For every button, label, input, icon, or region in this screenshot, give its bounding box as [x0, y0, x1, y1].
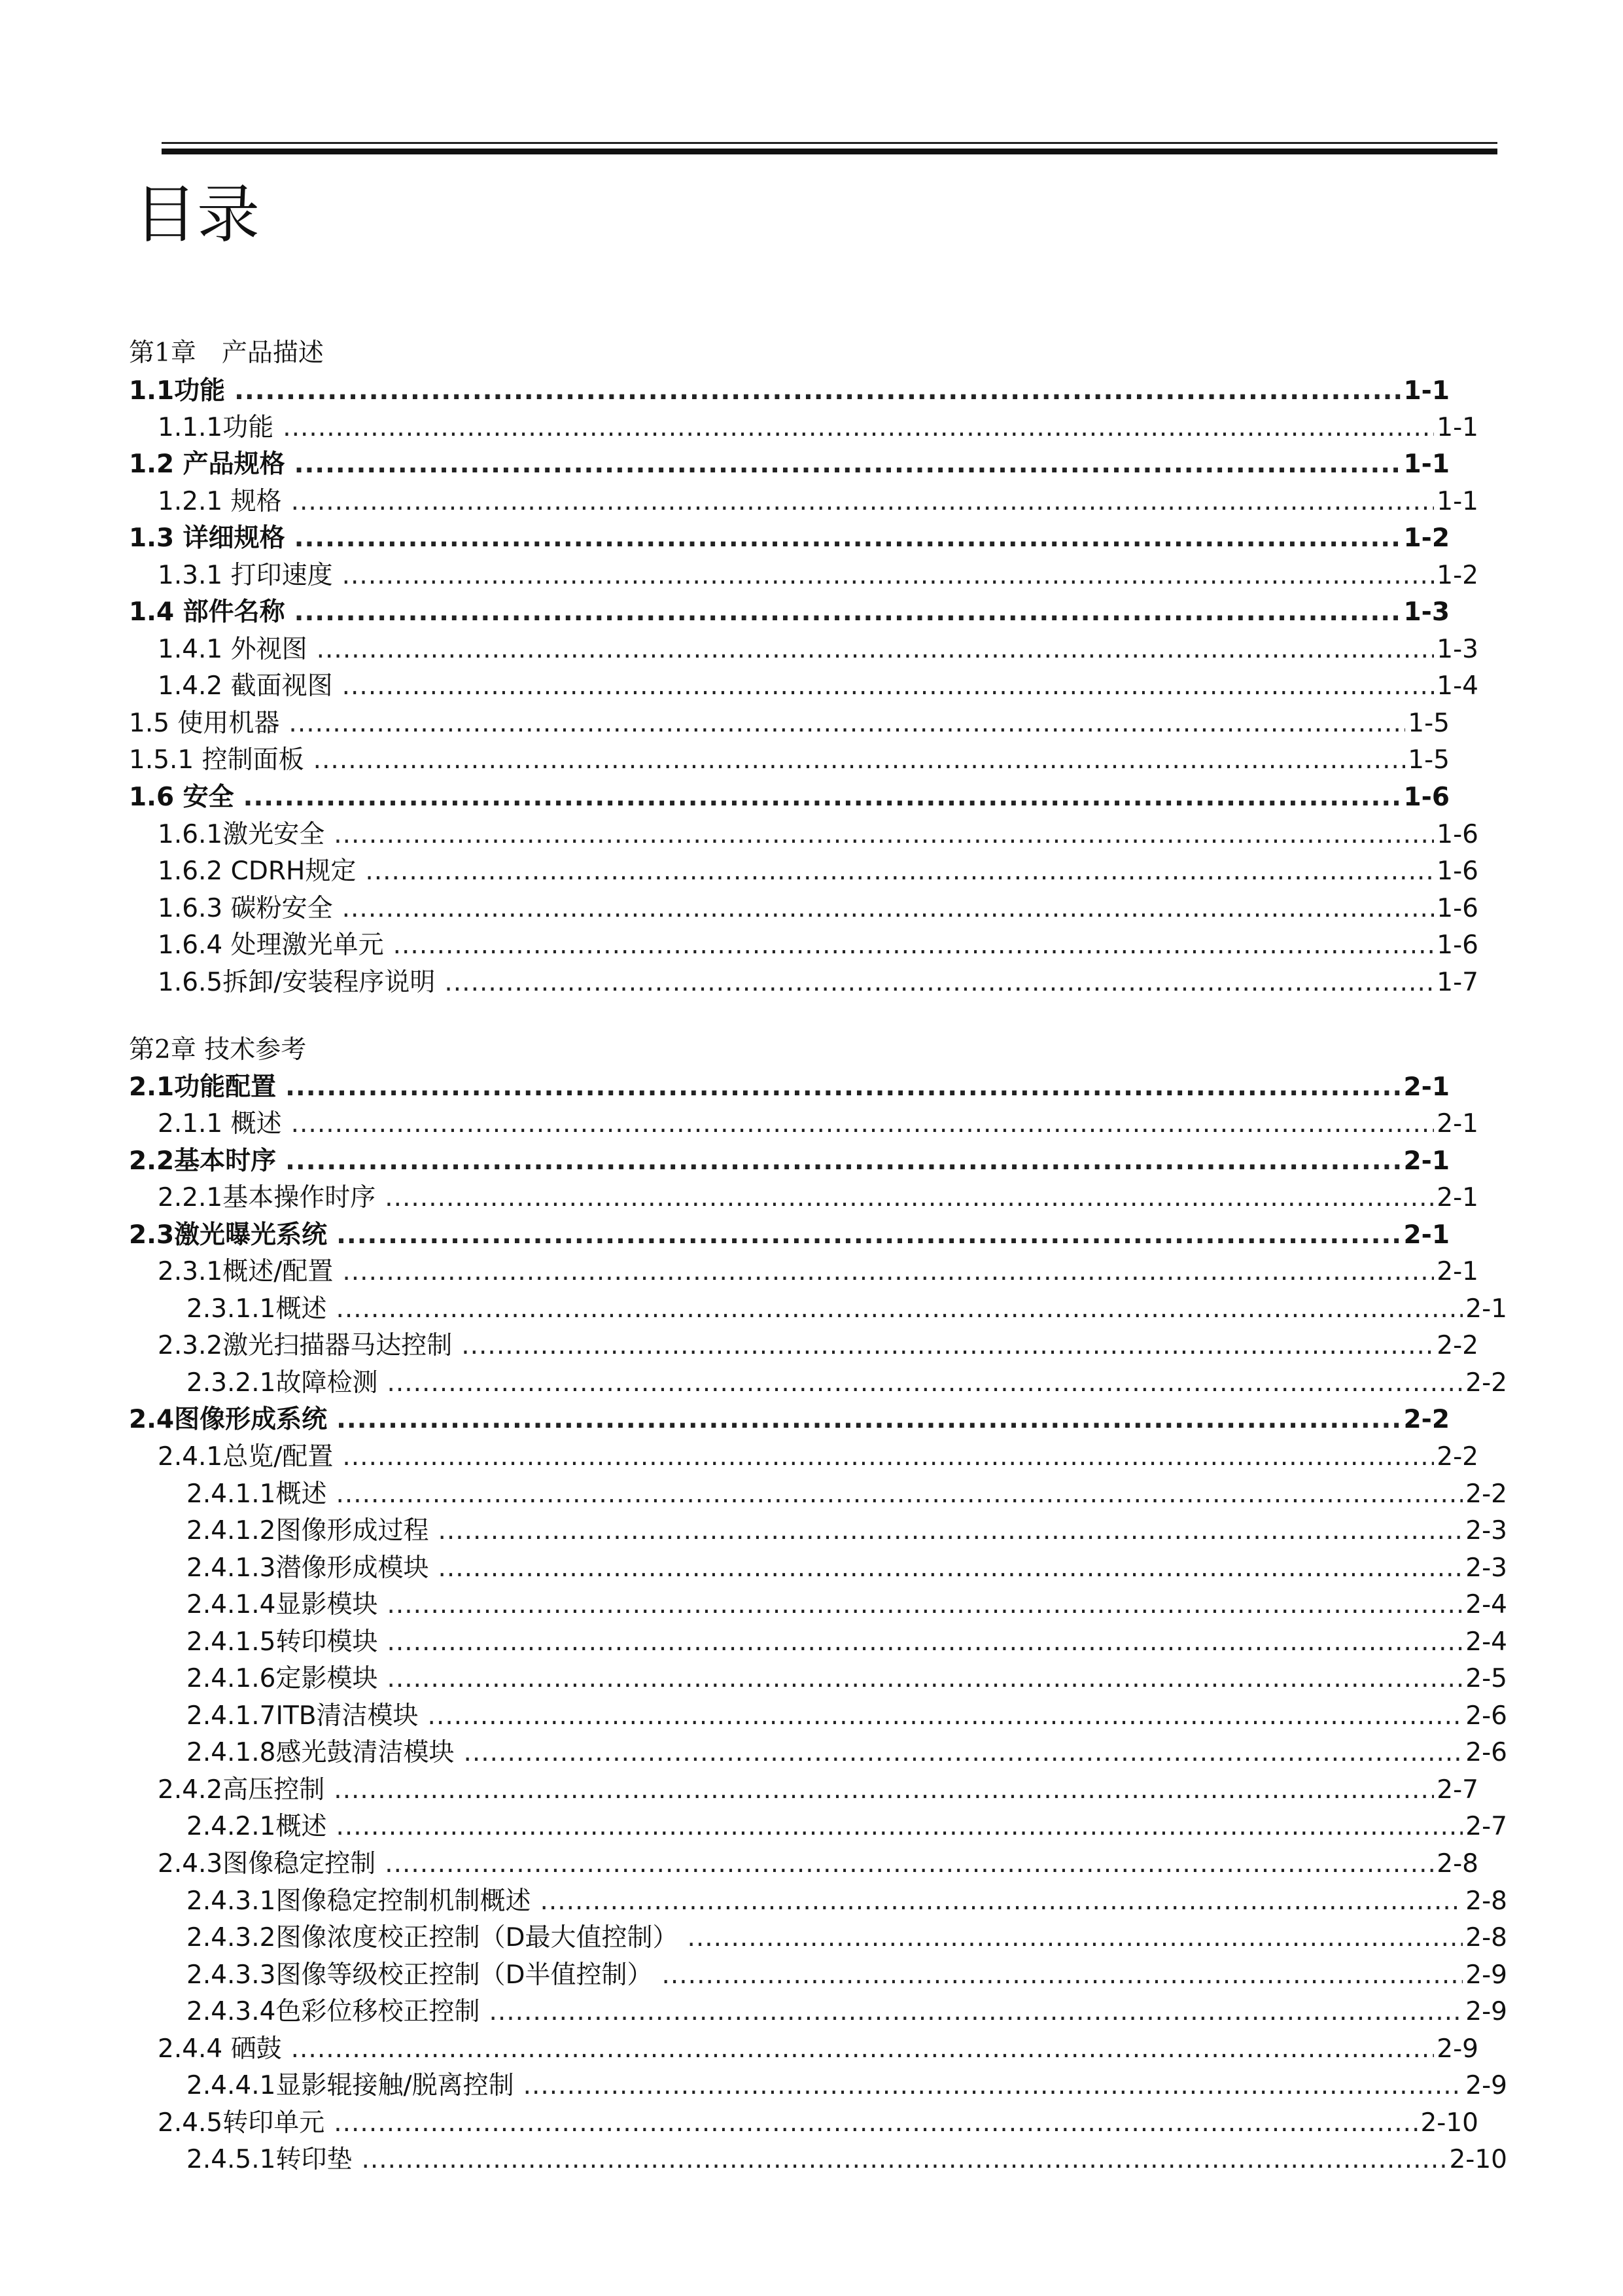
- toc-entry-page-number: 1-6: [1437, 820, 1478, 849]
- dot-leader: [294, 594, 1401, 631]
- dot-leader: [444, 964, 1434, 1001]
- toc-entry-title: 2.3激光曝光系统: [129, 1220, 328, 1250]
- toc-entry[interactable]: [129, 1587, 1507, 1623]
- toc-entry-page-number: 2-9: [1465, 1997, 1507, 2026]
- toc-entry-title: 2.3.2.1故障检测: [186, 1368, 378, 1398]
- toc-entry-title: 2.4.1.4显影模块: [186, 1590, 378, 1619]
- dot-leader: [342, 668, 1435, 705]
- dot-leader: [313, 742, 1406, 779]
- toc-entry-page-number: 2-2: [1437, 1331, 1478, 1360]
- dot-leader: [342, 557, 1435, 594]
- toc-entry[interactable]: [129, 1180, 1478, 1216]
- dot-leader: [385, 1180, 1434, 1216]
- toc-entry[interactable]: [129, 1365, 1507, 1402]
- toc-entry[interactable]: [129, 1291, 1507, 1328]
- toc-entry-title: 1.6.1激光安全: [158, 820, 325, 849]
- toc-entry-title: 2.4.2高压控制: [158, 1775, 325, 1805]
- toc-entry-title: 2.4.1.3潜像形成模块: [186, 1553, 429, 1583]
- toc-entry[interactable]: [129, 1661, 1507, 1697]
- toc-entry[interactable]: [129, 1846, 1478, 1882]
- toc-entry-title: 2.3.1.1概述: [186, 1294, 327, 1324]
- dot-leader: [317, 631, 1435, 668]
- toc-entry[interactable]: [129, 2105, 1478, 2142]
- toc-entry[interactable]: [129, 853, 1478, 890]
- toc-entry-title: 1.4 部件名称: [129, 597, 285, 627]
- toc-entry-page-number: 2-10: [1449, 2145, 1507, 2174]
- dot-leader: [336, 1291, 1463, 1328]
- toc-entry-page-number: 2-7: [1437, 1775, 1478, 1805]
- toc-entry-page-number: 2-9: [1465, 1960, 1507, 1990]
- dot-leader: [294, 520, 1401, 557]
- dot-leader: [461, 1328, 1434, 1364]
- toc-entry-title: 1.6.4 处理激光单元: [158, 930, 384, 960]
- toc-entry[interactable]: [129, 1624, 1507, 1661]
- toc-entry-page-number: 2-8: [1465, 1923, 1507, 1952]
- toc-entry-page-number: 1-3: [1403, 597, 1450, 627]
- toc-entry-page-number: 2-8: [1465, 1886, 1507, 1916]
- toc-entry-title: 第2章 技术参考: [129, 1035, 307, 1065]
- toc-entry[interactable]: [129, 1772, 1478, 1809]
- toc-entry[interactable]: [129, 1217, 1450, 1254]
- toc-entry-title: 1.1功能: [129, 376, 226, 406]
- toc-entry-page-number: 2-2: [1403, 1405, 1450, 1434]
- toc-entry[interactable]: [129, 779, 1450, 816]
- toc-entry-page-number: 1-5: [1408, 745, 1450, 775]
- toc-entry-title: 1.5.1 控制面板: [129, 745, 304, 775]
- toc-entry-page-number: 2-9: [1437, 2034, 1478, 2064]
- toc-entry-title: 2.1功能配置: [129, 1072, 277, 1102]
- toc-entry[interactable]: [129, 557, 1478, 594]
- dot-leader: [285, 1143, 1401, 1180]
- toc-entry[interactable]: [129, 594, 1450, 631]
- toc-entry[interactable]: [129, 891, 1478, 927]
- toc-entry[interactable]: [129, 484, 1478, 520]
- toc-entry-title: 2.4.1总览/配置: [158, 1442, 334, 1472]
- toc-entry-page-number: 1-6: [1437, 894, 1478, 923]
- toc-entry-title: 2.4.5.1转印垫: [186, 2145, 353, 2174]
- toc-entry[interactable]: [129, 2031, 1478, 2068]
- toc-entry[interactable]: [129, 1550, 1507, 1587]
- toc-entry[interactable]: [129, 631, 1478, 668]
- dot-leader: [285, 1069, 1401, 1106]
- dot-leader: [463, 1735, 1463, 1771]
- toc-entry-title: 1.6 安全: [129, 783, 234, 812]
- toc-entry[interactable]: [129, 2068, 1507, 2104]
- dot-leader: [288, 705, 1405, 742]
- toc-entry-page-number: 2-1: [1465, 1294, 1507, 1324]
- toc-entry[interactable]: [129, 1994, 1507, 2030]
- dot-leader: [438, 1550, 1463, 1587]
- toc-entry[interactable]: [129, 1809, 1507, 1845]
- toc-entry-page-number: 1-3: [1437, 635, 1478, 664]
- toc-entry-title: 1.2.1 规格: [158, 487, 282, 516]
- toc-entry-title: 2.4.2.1概述: [186, 1812, 327, 1841]
- toc-entry-page-number: 1-4: [1437, 671, 1478, 701]
- dot-leader: [342, 891, 1435, 927]
- toc-entry-title: 2.4.1.8感光鼓清洁模块: [186, 1738, 455, 1767]
- toc-entry[interactable]: [129, 520, 1450, 557]
- dot-leader: [336, 1476, 1463, 1513]
- chapter-heading: [129, 335, 1450, 372]
- dot-leader: [361, 2142, 1446, 2178]
- toc-entry-page-number: 2-10: [1420, 2108, 1478, 2138]
- toc-entry-title: 2.3.1概述/配置: [158, 1257, 334, 1286]
- toc-entry-title: 1.2 产品规格: [129, 450, 285, 479]
- toc-entry[interactable]: [129, 927, 1478, 964]
- toc-entry-title: 2.1.1 概述: [158, 1109, 282, 1139]
- toc-entry[interactable]: [129, 410, 1478, 446]
- toc-entry-page-number: 2-3: [1465, 1516, 1507, 1545]
- dot-leader: [393, 927, 1435, 964]
- dot-leader: [387, 1365, 1463, 1402]
- toc-entry-title: 1.3 详细规格: [129, 523, 285, 553]
- toc-entry[interactable]: [129, 1698, 1507, 1735]
- header-rule-thick: [162, 149, 1497, 154]
- toc-entry-title: 2.4.4.1显影辊接触/脱离控制: [186, 2071, 514, 2100]
- dot-leader: [291, 2031, 1435, 2068]
- toc-entry-page-number: 2-1: [1403, 1072, 1450, 1102]
- dot-leader: [661, 1957, 1463, 1994]
- toc-entry-page-number: 2-2: [1465, 1479, 1507, 1509]
- dot-leader: [291, 484, 1435, 520]
- dot-leader: [336, 1402, 1401, 1438]
- dot-leader: [234, 373, 1401, 410]
- toc-entry[interactable]: [129, 1402, 1450, 1438]
- dot-leader: [387, 1661, 1463, 1697]
- toc-entry-title: 1.5 使用机器: [129, 709, 280, 738]
- toc-entry-page-number: 1-1: [1437, 487, 1478, 516]
- dot-leader: [291, 1106, 1435, 1142]
- toc-entry-title: 2.4.3图像稳定控制: [158, 1849, 376, 1879]
- toc-entry[interactable]: [129, 1957, 1507, 1994]
- toc-entry-page-number: 1-2: [1403, 523, 1450, 553]
- dot-leader: [342, 1439, 1434, 1475]
- toc-entry-title: 1.6.3 碳粉安全: [158, 894, 333, 923]
- toc-entry-page-number: 2-1: [1437, 1109, 1478, 1139]
- chapter-heading: [129, 1032, 1450, 1069]
- toc-entry-page-number: 1-1: [1437, 413, 1478, 442]
- dot-leader: [687, 1920, 1463, 1956]
- toc-entry-title: 2.4.1.7ITB清洁模块: [186, 1701, 419, 1731]
- toc-entry-page-number: 2-1: [1403, 1146, 1450, 1176]
- toc-entry-page-number: 2-3: [1465, 1553, 1507, 1583]
- dot-leader: [336, 1217, 1401, 1254]
- toc-entry-page-number: 2-6: [1465, 1701, 1507, 1731]
- toc-entry-title: 2.3.2激光扫描器马达控制: [158, 1331, 453, 1360]
- toc-entry-page-number: 2-6: [1465, 1738, 1507, 1767]
- header-rule-thin: [162, 142, 1497, 144]
- toc-entry[interactable]: [129, 1069, 1450, 1106]
- dot-leader: [385, 1846, 1434, 1882]
- toc-entry-page-number: 1-1: [1403, 450, 1450, 479]
- toc-entry-title: 2.4.5转印单元: [158, 2108, 325, 2138]
- toc-entry-page-number: 1-5: [1408, 709, 1450, 738]
- toc-entry-page-number: 2-8: [1437, 1849, 1478, 1879]
- toc-entry[interactable]: [129, 1735, 1507, 1771]
- dot-leader: [334, 2105, 1418, 2142]
- dot-leader: [387, 1624, 1463, 1661]
- toc-entry-title: 1.4.2 截面视图: [158, 671, 333, 701]
- toc-entry-title: 2.4.3.1图像稳定控制机制概述: [186, 1886, 531, 1916]
- dot-leader: [283, 410, 1434, 446]
- toc-entry-page-number: 2-9: [1465, 2071, 1507, 2100]
- dot-leader: [294, 446, 1401, 483]
- dot-leader: [428, 1698, 1463, 1735]
- toc-entry-title: 1.1.1功能: [158, 413, 274, 442]
- toc-entry[interactable]: [129, 1476, 1507, 1513]
- dot-leader: [523, 2068, 1463, 2104]
- toc-entry-title: 2.4.3.3图像等级校正控制（D半值控制）: [186, 1960, 653, 1990]
- toc-entry[interactable]: [129, 1920, 1507, 1956]
- dot-leader: [438, 1513, 1463, 1549]
- toc-entry-title: 2.4.3.4色彩位移校正控制: [186, 1997, 480, 2026]
- toc-entry-page-number: 2-2: [1465, 1368, 1507, 1398]
- toc-entry-page-number: 2-2: [1437, 1442, 1478, 1472]
- dot-leader: [243, 779, 1401, 816]
- dot-leader: [342, 1254, 1434, 1290]
- toc-entry-page-number: 1-6: [1437, 930, 1478, 960]
- toc-entry-title: 2.4.1.6定影模块: [186, 1664, 378, 1693]
- toc-entry-page-number: 1-2: [1437, 561, 1478, 590]
- dot-leader: [365, 853, 1434, 890]
- toc-entry-page-number: 1-6: [1403, 783, 1450, 812]
- dot-leader: [334, 1772, 1434, 1809]
- toc-entry[interactable]: [129, 1883, 1507, 1920]
- toc-entry[interactable]: [129, 446, 1450, 483]
- toc-entry-title: 2.4图像形成系统: [129, 1405, 328, 1434]
- toc-entry-title: 2.4.4 硒鼓: [158, 2034, 282, 2064]
- toc-entry-page-number: 2-1: [1437, 1183, 1478, 1212]
- toc-entry-page-number: 2-4: [1465, 1627, 1507, 1657]
- toc-entry[interactable]: [129, 1254, 1478, 1290]
- toc-entry-title: 1.6.5拆卸/安装程序说明: [158, 968, 436, 997]
- toc-entry[interactable]: [129, 373, 1450, 410]
- toc-entry[interactable]: [129, 742, 1450, 779]
- toc-entry-page-number: 1-1: [1403, 376, 1450, 406]
- toc-entry-title: 2.2.1基本操作时序: [158, 1183, 376, 1212]
- dot-leader: [336, 1809, 1463, 1845]
- toc-entry-title: 1.6.2 CDRH规定: [158, 857, 357, 886]
- toc-entry[interactable]: [129, 2142, 1507, 2178]
- toc-entry[interactable]: [129, 668, 1478, 705]
- toc-entry-title: 2.4.1.1概述: [186, 1479, 327, 1509]
- toc-entry[interactable]: [129, 1328, 1478, 1364]
- toc-entry[interactable]: [129, 1513, 1507, 1549]
- toc-entry-title: 2.2基本时序: [129, 1146, 277, 1176]
- toc-entry-page-number: 2-1: [1403, 1220, 1450, 1250]
- toc-entry-title: 2.4.3.2图像浓度校正控制（D最大值控制）: [186, 1923, 678, 1952]
- toc-entry-page-number: 1-6: [1437, 857, 1478, 886]
- toc-entry-page-number: 2-7: [1465, 1812, 1507, 1841]
- toc-entry[interactable]: [129, 1143, 1450, 1180]
- dot-leader: [489, 1994, 1463, 2030]
- toc-entry[interactable]: [129, 964, 1478, 1001]
- page-title: 目录: [134, 178, 260, 251]
- dot-leader: [387, 1587, 1463, 1623]
- toc-entry[interactable]: [129, 1439, 1478, 1475]
- toc-entry-page-number: 2-5: [1465, 1664, 1507, 1693]
- dot-leader: [540, 1883, 1463, 1920]
- toc-entry-page-number: 2-1: [1437, 1257, 1478, 1286]
- toc-entry-title: 第1章 产品描述: [129, 338, 324, 368]
- toc-entry-title: 2.4.1.5转印模块: [186, 1627, 378, 1657]
- toc-entry[interactable]: [129, 705, 1450, 742]
- toc-entry[interactable]: [129, 817, 1478, 853]
- toc-entry[interactable]: [129, 1106, 1478, 1142]
- toc-entry-title: 1.3.1 打印速度: [158, 561, 333, 590]
- toc-entry-page-number: 2-4: [1465, 1590, 1507, 1619]
- toc-entry-page-number: 1-7: [1437, 968, 1478, 997]
- dot-leader: [334, 817, 1434, 853]
- toc-entry-title: 2.4.1.2图像形成过程: [186, 1516, 429, 1545]
- toc-entry-title: 1.4.1 外视图: [158, 635, 307, 664]
